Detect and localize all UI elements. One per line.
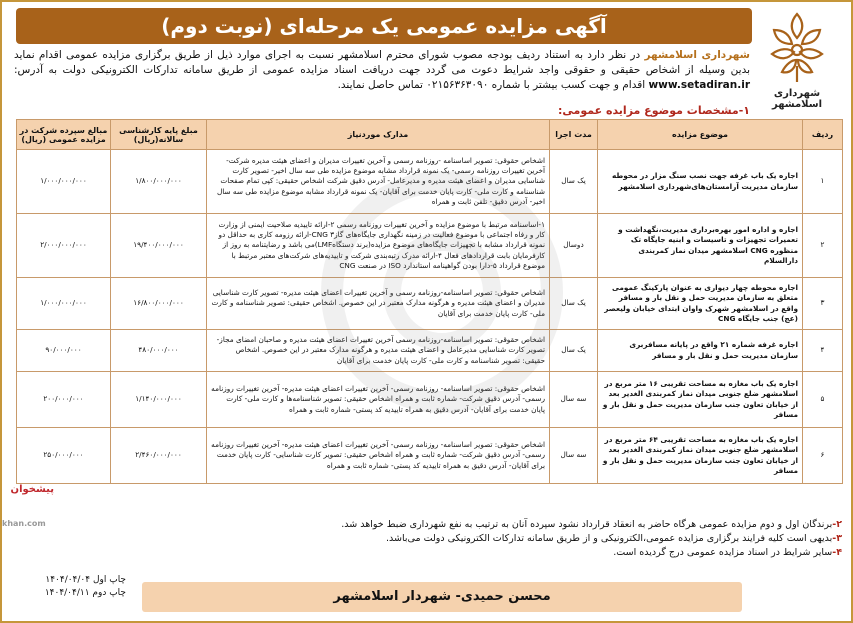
- first-print-date: چاپ اول ۱۴۰۴/۰۴/۰۴: [45, 575, 126, 585]
- row-required-docs: اشخاص حقوقی: تصویر اساسنامه-روزنامه رسمی و آخرین تغییرات اعضای هیئت مدیره- تصویر کارت شناسایی مدیران و اعضای هیئت مدیره و هرگونه مدارک معتبر در این خصوص. اشخاص حقیقی: تصویر شناسنامه و کارت ملی- کارت پایان خدمت برای آقایان: [207, 278, 550, 330]
- row-number: ۲: [803, 214, 843, 278]
- row-required-docs: اشخاص حقوقی: تصویر اساسنامه-روزنامه رسمی آخرین تغییرات اعضای هیئت مدیره و صاحبان امضای مجاز- تصویر کارت شناسایی مدیرعامل و اعضای هیئت مدیره و هرگونه مدارک معتبر در این خصوص. اشخاص حقیقی: تصویر شناسنامه و کارت ملی- کارت پایان خدمت برای آقایان: [207, 330, 550, 372]
- watermark-badge: [2, 484, 54, 544]
- header-row-number: ردیف: [803, 120, 843, 150]
- row-deposit: ۲۵۰/۰۰۰/۰۰۰: [17, 428, 111, 484]
- row-required-docs: اشخاص حقوقی: تصویر اساسنامه -روزنامه رسمی و آخرین تغییرات مدیران و اعضای هیئت مدیره شرکت- آخرین تغییرات روزنامه رسمی- یک نمونه قرارداد مشابه موضوع مزایده طی سه سال اخیر- تصویر کارت شناسایی مدیران و اعضای هیئت مدیره و مدیرعامل- آدرس دقیق شرکت اشخاص حقیقی: کپی تمام صفحات شناسنامه و کارت ملی- کارت پایان خدمت برای آقایان- یک نمونه قرارداد مشابه موضوع مزایده طی سه سال اخیر- آدرس دقیق- تلفن ثابت و همراه: [207, 150, 550, 214]
- row-deposit: ۹۰/۰۰۰/۰۰۰: [17, 330, 111, 372]
- list-item: [16, 532, 842, 546]
- note-text: بدیهی است کلیه فرایند برگزاری مزایده عمومی،الکترونیکی و از طریق سامانه تدارکات الکترونیکی دولت می‌باشد.: [386, 533, 833, 544]
- note-text: سایر شرایط در اسناد مزایده عمومی درج گردیده است.: [613, 547, 833, 558]
- intro-text-after: اقدام و جهت کسب بیشتر با شماره ۰۲۱۵۶۳۶۳۰۹۰ تماس حاصل نمایند.: [337, 79, 649, 91]
- table-header-row: [17, 120, 843, 150]
- note-text: برندگان اول و دوم مزایده عمومی هرگاه حاضر به انعقاد قرارداد نشود سپرده آنان به ترتیب به نفع شهرداری ضبط خواهد شد.: [341, 519, 833, 530]
- second-print-date: چاپ دوم ۱۴۰۴/۰۴/۱۱: [44, 588, 126, 598]
- list-item: [16, 546, 842, 560]
- row-duration: سه سال: [550, 428, 598, 484]
- table-row: [17, 428, 843, 484]
- list-item: [16, 518, 842, 532]
- watermark-text: پیشخوان: [10, 484, 54, 495]
- row-subject: اجاره یک باب مغازه به مساحت تقریبی ۶۴ متر مربع در اسلامشهر ضلع جنوبی میدان نماز کمربندی الغدیر بعد از خیابان تعاون جنب سازمان مدیریت حمل و نقل بار و مسافر: [598, 428, 803, 484]
- note-number: ۳-: [832, 533, 842, 544]
- row-duration: یک سال: [550, 330, 598, 372]
- logo-text: شهرداری اسلامشهر: [771, 88, 823, 110]
- row-subject: اجاره غرفه شماره ۲۱ واقع در پایانه مسافربری سازمان مدیریت حمل و نقل بار و مسافر: [598, 330, 803, 372]
- intro-paragraph: [14, 48, 750, 93]
- row-base-rent: ۴۸۰/۰۰۰/۰۰۰: [111, 330, 207, 372]
- row-number: ۱: [803, 150, 843, 214]
- row-required-docs: اشخاص حقوقی: تصویر اساسنامه- روزنامه رسمی- آخرین تغییرات اعضای هیئت مدیره- آخرین تغییرات روزنامه رسمی- آدرس دقیق شرکت- شماره ثابت و همراه اشخاص حقیقی: تصویر کارت شناسایی- کارت پایان خدمت برای آقایان- آدرس دقیق به همراه تاییدیه کد پستی- شماره ثابت و همراه: [207, 428, 550, 484]
- row-duration: دوسال: [550, 214, 598, 278]
- row-number: ۶: [803, 428, 843, 484]
- row-deposit: ۲۰۰/۰۰۰/۰۰۰: [17, 372, 111, 428]
- header-base-rent: مبلغ پایه کارشناسی سالانه(ریال): [111, 120, 207, 150]
- table-row: [17, 330, 843, 372]
- watermark-url: khan.com: [2, 519, 46, 528]
- row-required-docs: ۱-اساسنامه مرتبط با موضوع مزایده و آخرین تغییرات روزنامه رسمی ۲-ارائه تاییدیه صلاحیت ایمنی از وزارت کار و رفاه اجتماعی با موضوع فعالیت در زمینه نگهداری جایگاه‌های گازCNG ۳-ارائه رزومه کاری به حداقل دو نمونه قرارداد مشابه با تجهیزات جایگاه‌های موضوع مزایده(برند دستگاهLMF)می باشد و رضایتنامه به روز از کارفرمایان بابت قرارداد‌های فعال ۴-ارائه مدرک رتبه‌بندی شرکت و تاییدیه‌های شرکت‌های معتبر مرتبط با موضوع قرارداد ۵-دارا بودن گواهینامه استاندارد ISO در صنعت CNG: [207, 214, 550, 278]
- row-deposit: ۱/۰۰۰/۰۰۰/۰۰۰: [17, 150, 111, 214]
- row-base-rent: ۱۶/۸۰۰/۰۰۰/۰۰۰: [111, 278, 207, 330]
- row-base-rent: ۱/۸۰۰/۰۰۰/۰۰۰: [111, 150, 207, 214]
- note-number: ۴-: [832, 547, 842, 558]
- table-row: [17, 214, 843, 278]
- setad-website-link[interactable]: www.setadiran.ir: [648, 79, 750, 91]
- section-title: ۱-مشخصات موضوع مزایده عمومی:: [558, 104, 750, 117]
- row-subject: اجاره یک باب غرفه جهت نصب سنگ مزار در محوطه سازمان مدیریت آرامستان‌های‌شهرداری اسلامشهر: [598, 150, 803, 214]
- row-number: ۵: [803, 372, 843, 428]
- header-required-docs: مدارک موردنیاز: [207, 120, 550, 150]
- row-duration: یک سال: [550, 150, 598, 214]
- logo-emblem-icon: [762, 8, 832, 86]
- header-subject: موضوع مزایده: [598, 120, 803, 150]
- municipality-logo: [751, 8, 843, 108]
- row-base-rent: ۱۹/۴۰۰/۰۰۰/۰۰۰: [111, 214, 207, 278]
- row-number: ۳: [803, 278, 843, 330]
- table-row: [17, 372, 843, 428]
- header-duration: مدت اجرا: [550, 120, 598, 150]
- row-base-rent: ۱/۱۴۰/۰۰۰/۰۰۰: [111, 372, 207, 428]
- note-number: ۲-: [832, 519, 842, 530]
- row-subject: اجاره یک باب مغازه به مساحت تقریبی ۱۶ متر مربع در اسلامشهر ضلع جنوبی میدان نماز کمربندی الغدیر بعد از خیابان تعاون جنب سازمان مدیریت حمل و نقل بار و مسافر: [598, 372, 803, 428]
- row-subject: اجاره محوطه چهار دیواری به عنوان پارکینگ عمومی متعلق به سازمان مدیریت حمل و نقل بار و مسافر واقع در اسلامشهر شهرک واوان ابتدای خیابان ولیعصر (عج) جنب جایگاه CNG: [598, 278, 803, 330]
- row-base-rent: ۲/۴۶۰/۰۰۰/۰۰۰: [111, 428, 207, 484]
- print-dates: [16, 574, 126, 600]
- row-duration: سه سال: [550, 372, 598, 428]
- table-row: [17, 150, 843, 214]
- row-subject: اجاره و اداره امور بهره‌برداری مدیریت،نگهداشت و تعمیرات تجهیزات و تاسیسات و ابنیه جایگاه تک منظوره CNG اسلامشهر میدان نماز کمربندی دارالسلام: [598, 214, 803, 278]
- footer-signature: محسن حمیدی- شهردار اسلامشهر: [142, 582, 742, 612]
- intro-organization: شهرداری اسلامشهر: [644, 49, 750, 61]
- auction-items-table: [16, 119, 843, 484]
- page-title: آگهی مزایده عمومی یک مرحله‌ای (نوبت دوم): [16, 8, 752, 44]
- row-deposit: ۱/۰۰۰/۰۰۰/۰۰۰: [17, 278, 111, 330]
- intro-text: در نظر دارد به استناد ردیف بودجه مصوب شورای محترم اسلامشهر نسبت به اجرای موارد ذیل از طریق برگزاری مزایده عمومی اقدام نماید بدین وسیله از اشخاص حقیقی و حقوقی واجد شرایط دعوت می گردد جهت دریافت اسناد مزایده عمومی از طریق سامانه تدارکات الکترونیکی دولت به آدرس:: [14, 49, 750, 76]
- notes-list: [16, 518, 842, 560]
- row-deposit: ۲/۰۰۰/۰۰۰/۰۰۰: [17, 214, 111, 278]
- row-duration: یک سال: [550, 278, 598, 330]
- table-row: [17, 278, 843, 330]
- row-required-docs: اشخاص حقوقی: تصویر اساسنامه- روزنامه رسمی- آخرین تغییرات اعضای هیئت مدیره- آخرین تغییرات روزنامه رسمی- آدرس دقیق شرکت- شماره ثابت و همراه اشخاص حقیقی: تصویر شناسنامه‌ها و کارت ملی- کارت پایان خدمت برای آقایان- آدرس دقیق به همراه تاییدیه کد پستی- شماره ثابت و همراه: [207, 372, 550, 428]
- header-deposit: مبالغ سپرده شرکت در مزایده عمومی (ریال): [17, 120, 111, 150]
- row-number: ۴: [803, 330, 843, 372]
